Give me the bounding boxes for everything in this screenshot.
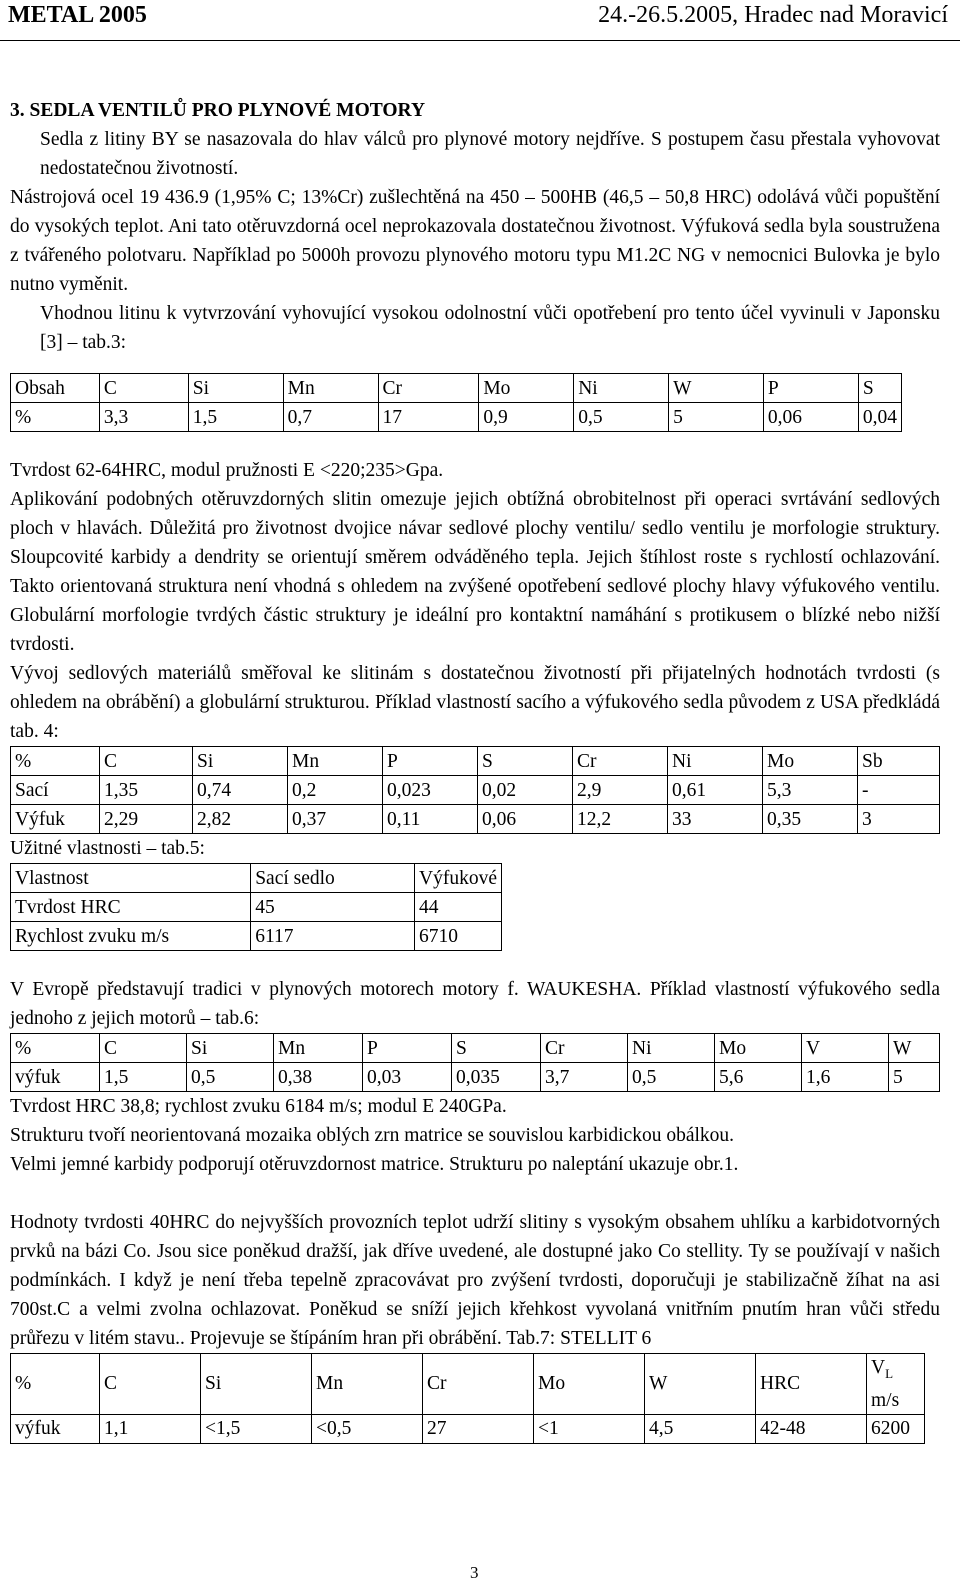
table-cell: 2,29 xyxy=(100,805,193,834)
table-row xyxy=(11,747,940,776)
table-cell: V xyxy=(802,1034,889,1063)
table-cell: Mo xyxy=(479,374,574,403)
table-row xyxy=(11,805,940,834)
table-cell: 3,7 xyxy=(541,1063,628,1092)
velocity-subscript: L xyxy=(885,1365,894,1381)
table-cell: Mn xyxy=(312,1354,423,1415)
table-cell: 0,06 xyxy=(478,805,573,834)
page-body xyxy=(10,96,940,1444)
paragraph: V Evropě představují tradici v plynových motorech motory f. WAUKESHA. Příklad vlastností výfukového sedla jednoho z jejich motorů – tab.6: xyxy=(10,979,940,1029)
table-cell: Ni xyxy=(628,1034,715,1063)
table-cell: Vlastnost xyxy=(11,864,251,893)
table-cell: Cr xyxy=(573,747,668,776)
paragraph: Sedla z litiny BY se nasazovala do hlav válců pro plynové motory nejdříve. S postupem času přestala vyhovovat nedostatečnou životností. xyxy=(40,129,940,179)
table-cell: <1 xyxy=(534,1414,645,1443)
paragraph: Tvrdost 62-64HRC, modul pružnosti E <220;235>Gpa. xyxy=(10,460,444,481)
table-cell: 1,5 xyxy=(100,1063,187,1092)
paragraph: Tvrdost HRC 38,8; rychlost zvuku 6184 m/s; modul E 240GPa. xyxy=(10,1096,507,1117)
table-cell: Sb xyxy=(858,747,940,776)
page-header xyxy=(0,0,960,41)
table-cell: Si xyxy=(201,1354,312,1415)
table-row xyxy=(11,1063,940,1092)
table-cell: % xyxy=(11,1034,100,1063)
table-cell: 33 xyxy=(668,805,763,834)
table-cell: 0,37 xyxy=(288,805,383,834)
table-caption: Užitné vlastnosti – tab.5: xyxy=(10,838,205,859)
table-cell: 1,35 xyxy=(100,776,193,805)
table-cell: HRC xyxy=(756,1354,867,1415)
paragraph: Strukturu tvoří neorientovaná mozaika oblých zrn matrice se souvislou karbidickou obálkou. xyxy=(10,1125,735,1146)
table-row xyxy=(11,864,502,893)
table-cell: Výfukové xyxy=(415,864,502,893)
table-cell: C xyxy=(100,1354,201,1415)
table-cell: 0,35 xyxy=(763,805,858,834)
table-cell: 0,06 xyxy=(763,403,858,432)
table-cell: 0,9 xyxy=(479,403,574,432)
table-cell-velocity xyxy=(867,1354,925,1415)
table-cell: 5,6 xyxy=(715,1063,802,1092)
table-cell: W xyxy=(645,1354,756,1415)
table-cell: 0,02 xyxy=(478,776,573,805)
table-3 xyxy=(10,373,902,432)
table-cell: Ni xyxy=(574,374,669,403)
paragraph: Nástrojová ocel 19 436.9 (1,95% C; 13%Cr) zušlechtěná na 450 – 500HB (46,5 – 50,8 HRC) odolává vůči popuštění do vysokých teplot. Ani tato otěruvzdorná ocel neprokazovala dostatečnou životnost. Výfuková sedla byla soustružena z tvářeného polotvaru. Například po 5000h provozu plynového motoru typu M1.2C NG v nemocnici Bulovka je bylo nutno vyměnit. xyxy=(10,187,940,295)
velocity-unit: m/s xyxy=(871,1389,900,1411)
table-cell: Si xyxy=(187,1034,274,1063)
table-cell: Mn xyxy=(283,374,378,403)
table-cell: Sací xyxy=(11,776,100,805)
table-cell: Mn xyxy=(288,747,383,776)
table-cell: % xyxy=(11,747,100,776)
table-cell: 2,82 xyxy=(193,805,288,834)
table-cell: 45 xyxy=(251,893,415,922)
table-cell: Mo xyxy=(534,1354,645,1415)
table-cell: 0,035 xyxy=(452,1063,541,1092)
table-row xyxy=(11,776,940,805)
table-row xyxy=(11,1034,940,1063)
table-cell: Cr xyxy=(541,1034,628,1063)
conference-name: METAL 2005 xyxy=(8,2,147,28)
table-row xyxy=(11,1354,925,1415)
table-cell: 0,5 xyxy=(628,1063,715,1092)
table-cell: Obsah xyxy=(11,374,100,403)
table-cell: 0,2 xyxy=(288,776,383,805)
table-cell: Si xyxy=(188,374,283,403)
table-cell: 17 xyxy=(378,403,479,432)
table-cell: Ni xyxy=(668,747,763,776)
table-row xyxy=(11,893,502,922)
table-cell: 0,7 xyxy=(283,403,378,432)
table-cell: 27 xyxy=(423,1414,534,1443)
table-cell: W xyxy=(889,1034,940,1063)
table-cell: výfuk xyxy=(11,1414,100,1443)
table-cell: Sací sedlo xyxy=(251,864,415,893)
table-cell: 0,11 xyxy=(383,805,478,834)
table-7 xyxy=(10,1353,925,1444)
table-cell: P xyxy=(383,747,478,776)
table-cell: Si xyxy=(193,747,288,776)
table-cell: C xyxy=(99,374,188,403)
velocity-symbol: V xyxy=(871,1357,886,1378)
table-cell: % xyxy=(11,403,100,432)
table-cell: Výfuk xyxy=(11,805,100,834)
table-cell: 0,38 xyxy=(274,1063,363,1092)
table-cell: 0,023 xyxy=(383,776,478,805)
table-cell: Mo xyxy=(763,747,858,776)
table-cell: W xyxy=(669,374,764,403)
section-title: 3. SEDLA VENTILŮ PRO PLYNOVÉ MOTORY xyxy=(10,100,426,121)
conference-date-place: 24.-26.5.2005, Hradec nad Moravicí xyxy=(598,2,948,28)
table-cell: Tvrdost HRC xyxy=(11,893,251,922)
table-cell: 0,74 xyxy=(193,776,288,805)
table-cell: 1,6 xyxy=(802,1063,889,1092)
paragraph: Velmi jemné karbidy podporují otěruvzdornost matrice. Strukturu po naleptání ukazuje obr.1. xyxy=(10,1154,739,1175)
table-cell: S xyxy=(452,1034,541,1063)
table-cell: <0,5 xyxy=(312,1414,423,1443)
table-cell: 44 xyxy=(415,893,502,922)
table-cell: C xyxy=(100,747,193,776)
table-cell: 5 xyxy=(889,1063,940,1092)
table-4 xyxy=(10,746,940,834)
paragraph: Vývoj sedlových materiálů směřoval ke slitinám s dostatečnou životností při přijatelných hodnotách tvrdosti (s ohledem na obrábění) a globulární strukturou. Příklad vlastností sacího a výfukového sedla původem z USA předkládá tab. 4: xyxy=(10,663,940,742)
table-cell: Cr xyxy=(423,1354,534,1415)
table-cell: 6200 xyxy=(867,1414,925,1443)
table-cell: % xyxy=(11,1354,100,1415)
table-cell: Mo xyxy=(715,1034,802,1063)
table-cell: 0,5 xyxy=(187,1063,274,1092)
table-cell: 0,03 xyxy=(363,1063,452,1092)
table-cell: 3 xyxy=(858,805,940,834)
table-cell: 1,1 xyxy=(100,1414,201,1443)
table-cell: - xyxy=(858,776,940,805)
table-row xyxy=(11,1414,925,1443)
table-cell: 12,2 xyxy=(573,805,668,834)
table-cell: 6710 xyxy=(415,922,502,951)
page-number: 3 xyxy=(470,1563,479,1582)
paragraph: Vhodnou litinu k vytvrzování vyhovující vysokou odolnostní vůči opotřebení pro tento účel vyvinuli v Japonsku [3] – tab.3: xyxy=(40,303,940,353)
table-cell: 0,04 xyxy=(858,403,901,432)
paragraph: Hodnoty tvrdosti 40HRC do nejvyšších provozních teplot udrží slitiny s vysokým obsahem uhlíku a karbidotvorných prvků na bázi Co. Jsou sice poněkud dražší, jak dříve uvedené, ale dostupné jako Co stellity. Ty se používají v našich podmínkách. I když je není třeba tepelně zpracovávat pro zvýšení tvrdosti, doporučuji je stabilizačně žíhat na asi 700st.C a velmi zvolna ochlazovat. Poněkud se sníží jejich křehkost vyvolaná vnitřním pnutím hran vůči středu průřezu v litém stavu.. Projevuje se štípáním hran při obrábění. Tab.7: STELLIT 6 xyxy=(10,1212,940,1349)
table-5 xyxy=(10,863,502,951)
table-cell: 5,3 xyxy=(763,776,858,805)
table-cell: 4,5 xyxy=(645,1414,756,1443)
table-cell: Rychlost zvuku m/s xyxy=(11,922,251,951)
table-cell: 0,61 xyxy=(668,776,763,805)
table-cell: 42-48 xyxy=(756,1414,867,1443)
table-cell: 6117 xyxy=(251,922,415,951)
table-cell: P xyxy=(363,1034,452,1063)
table-cell: 3,3 xyxy=(99,403,188,432)
table-cell: Cr xyxy=(378,374,479,403)
table-cell: 0,5 xyxy=(574,403,669,432)
table-row xyxy=(11,403,902,432)
table-row xyxy=(11,374,902,403)
table-cell: S xyxy=(858,374,901,403)
table-cell: 2,9 xyxy=(573,776,668,805)
table-row xyxy=(11,922,502,951)
table-cell: P xyxy=(763,374,858,403)
table-cell: <1,5 xyxy=(201,1414,312,1443)
paragraph: Aplikování podobných otěruvzdorných slitin omezuje jejich obtížná obrobitelnost při operaci svrtávání sedlových ploch v hlavách. Důležitá pro životnost dvojice návar sedlové plochy ventilu/ sedlo ventilu je morfologie struktury. Sloupcovité karbidy a dendrity se orientují směrem odváděného tepla. Jejich štíhlost roste s rychlostí ochlazování. Takto orientovaná struktura není vhodná s ohledem na zvýšené opotřebení sedlové plochy hlavy výfukového ventilu. Globulární morfologie tvrdých částic struktury je ideální pro kontaktní namáhání s protikusem o blízké nebo nižší tvrdosti. xyxy=(10,489,940,655)
table-cell: 1,5 xyxy=(188,403,283,432)
table-cell: 5 xyxy=(669,403,764,432)
table-6 xyxy=(10,1033,940,1092)
table-cell: C xyxy=(100,1034,187,1063)
table-cell: výfuk xyxy=(11,1063,100,1092)
table-cell: S xyxy=(478,747,573,776)
table-cell: Mn xyxy=(274,1034,363,1063)
